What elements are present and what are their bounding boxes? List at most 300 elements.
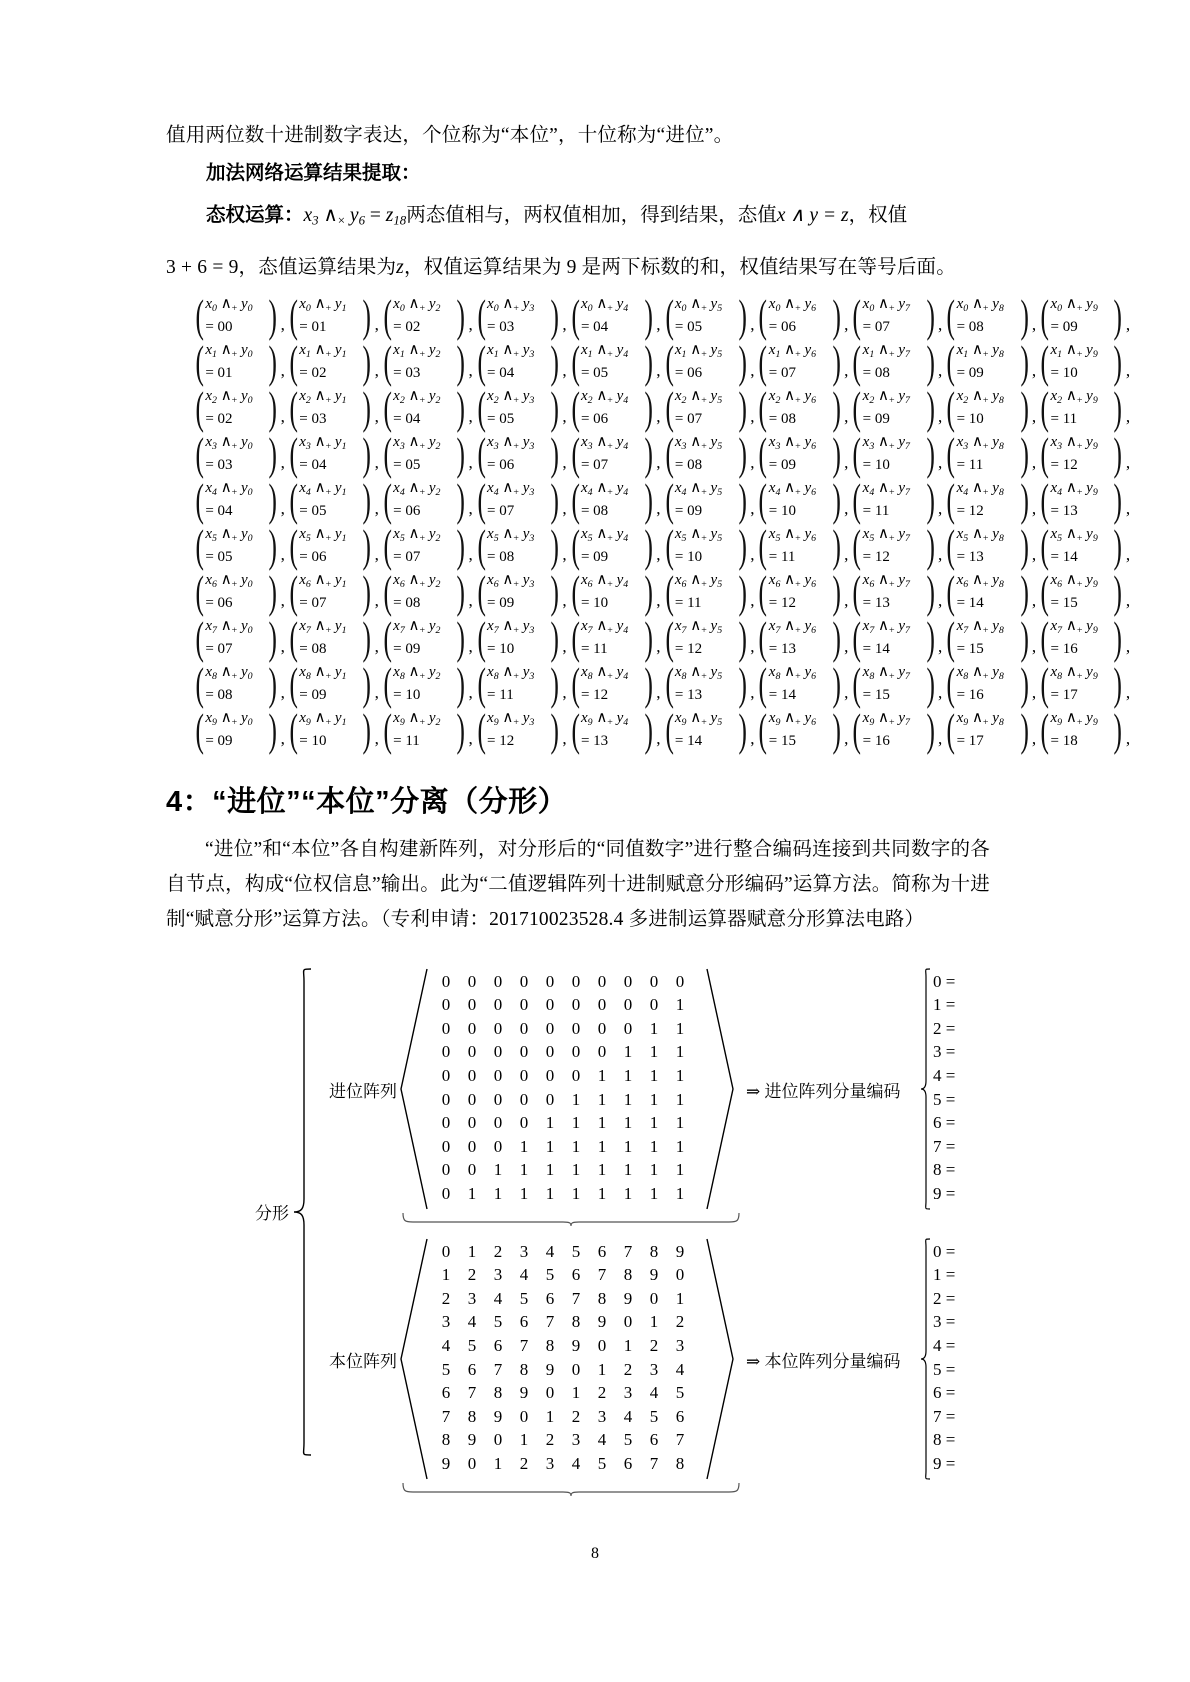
pair-cell-expression: $x_4$ $\wedge_+$ $y_7$ <box>862 480 910 498</box>
carry-matrix-cell: 1 <box>649 1113 659 1133</box>
pair-matrix-cell <box>192 427 281 479</box>
section-paragraph <box>166 832 990 937</box>
place-matrix-cell: 3 <box>441 1312 451 1332</box>
paren-left: ( <box>383 657 392 709</box>
pair-cell-separator: , <box>468 544 473 564</box>
pair-cell-expression: $x_6$ $\wedge_+$ $y_9$ <box>1050 572 1098 590</box>
pair-cell-value: = 09 <box>393 640 421 657</box>
pair-cell-value: = 12 <box>862 548 890 565</box>
paren-right: ) <box>644 611 653 663</box>
place-matrix-cell: 7 <box>493 1359 503 1379</box>
pair-cell-value: = 06 <box>393 502 421 519</box>
pair-cell-separator: , <box>280 636 285 656</box>
paren-right: ) <box>832 381 841 433</box>
paren-left: ( <box>946 519 956 571</box>
pair-cell-separator: , <box>468 498 473 518</box>
paren-left: ( <box>195 289 204 341</box>
pair-matrix-cell <box>192 703 281 755</box>
pair-cell-expression: $x_9$ $\wedge_+$ $y_7$ <box>862 710 910 728</box>
carry-matrix-row <box>433 1135 693 1159</box>
paren-right: ) <box>644 381 653 433</box>
carry-matrix-cell: 0 <box>545 1018 555 1038</box>
place-matrix-row <box>433 1263 693 1287</box>
pair-cell-value: = 04 <box>299 456 327 473</box>
paragraph-intro: 值用两位数十进制数字表达，个位称为“本位”，十位称为“进位”。 <box>166 125 734 146</box>
pair-cell-expression: $x_4$ $\wedge_+$ $y_4$ <box>580 480 629 498</box>
carry-matrix-cell: 0 <box>545 971 555 991</box>
pair-matrix-cell <box>286 289 375 341</box>
pair-cell-separator: , <box>280 544 285 564</box>
place-matrix-cell: 0 <box>623 1312 633 1332</box>
pair-cell-expression: $x_1$ $\wedge_+$ $y_1$ <box>299 342 347 360</box>
pair-cell-separator: , <box>280 452 285 472</box>
pair-cell-value: = 09 <box>487 594 515 611</box>
place-matrix-cell: 2 <box>597 1383 607 1403</box>
carry-matrix-cell: 1 <box>649 1160 659 1180</box>
place-matrix-cell: 7 <box>441 1406 451 1426</box>
pair-cell-value: = 14 <box>768 686 796 703</box>
pair-cell-separator: , <box>844 314 849 334</box>
pair-cell-expression: $x_3$ $\wedge_+$ $y_8$ <box>956 434 1004 452</box>
pair-matrix-cell <box>849 611 938 663</box>
paren-left: ( <box>758 519 768 571</box>
pair-cell-expression: $x_9$ $\wedge_+$ $y_8$ <box>956 710 1004 728</box>
pair-cell-expression: $x_0$ $\wedge_+$ $y_1$ <box>299 296 347 314</box>
pair-cell-value: = 10 <box>956 410 984 427</box>
pair-cell-separator: , <box>280 314 285 334</box>
carry-matrix-cell: 0 <box>571 1018 581 1038</box>
pair-cell-separator: , <box>280 498 285 518</box>
paren-right: ) <box>926 703 935 755</box>
subheading-extraction: 加法网络运算结果提取： <box>206 163 421 184</box>
pair-cell-value: = 14 <box>862 640 890 657</box>
carry-matrix-cell: 0 <box>597 1018 607 1038</box>
place-matrix-cell: 8 <box>545 1335 555 1355</box>
pair-cell-expression: $x_4$ $\wedge_+$ $y_5$ <box>674 480 723 498</box>
pair-cell-value: = 11 <box>393 732 420 749</box>
pair-cell-separator: , <box>938 314 943 334</box>
paren-left: ( <box>477 335 486 387</box>
carry-matrix-label: 进位阵列 <box>329 1081 397 1101</box>
pair-cell-value: = 10 <box>580 594 609 611</box>
place-code-row: 4 = <box>933 1335 956 1355</box>
pair-cell-value: = 10 <box>299 732 327 749</box>
pair-matrix-cell <box>1037 565 1126 617</box>
pair-cell-separator: , <box>844 498 849 518</box>
paren-left: ( <box>571 427 580 479</box>
pair-cell-separator: , <box>374 590 379 610</box>
outer-label-fractal: 分形 <box>255 1203 289 1223</box>
paren-left: ( <box>758 611 768 663</box>
paren-left: ( <box>946 427 956 479</box>
carry-code-row: 8 = <box>933 1160 956 1180</box>
pair-cell-separator: , <box>280 682 285 702</box>
place-matrix-cell: 4 <box>493 1288 503 1308</box>
pair-matrix-cell <box>849 657 938 709</box>
place-matrix-cell: 5 <box>441 1359 451 1379</box>
place-matrix-cell: 5 <box>519 1288 529 1308</box>
pair-cell-value: = 17 <box>956 732 984 749</box>
carry-code-row: 2 = <box>933 1018 956 1038</box>
carry-matrix-cell: 1 <box>519 1160 529 1180</box>
paren-right: ) <box>456 427 466 479</box>
pair-matrix-row <box>192 565 1131 617</box>
paren-right: ) <box>268 565 278 617</box>
paren-left: ( <box>664 657 674 709</box>
pair-cell-expression: $x_8$ $\wedge_+$ $y_4$ <box>580 664 629 682</box>
pair-cell-value: = 03 <box>299 410 327 427</box>
pair-matrix <box>166 289 1131 755</box>
paren-right: ) <box>926 611 935 663</box>
paren-right: ) <box>362 703 372 755</box>
pair-matrix-cell <box>849 473 938 525</box>
pair-cell-separator: , <box>750 498 755 518</box>
pair-matrix-cell <box>1037 289 1126 341</box>
pair-cell-value: = 00 <box>205 318 233 335</box>
paren-right: ) <box>550 703 559 755</box>
pair-cell-value: = 12 <box>1050 456 1078 473</box>
paren-right: ) <box>832 335 841 387</box>
paren-left: ( <box>852 565 862 617</box>
paren-left: ( <box>289 381 298 433</box>
paren-left: ( <box>758 565 768 617</box>
place-matrix-cell: 6 <box>649 1430 659 1450</box>
paren-left: ( <box>383 473 392 525</box>
pair-cell-expression: $x_8$ $\wedge_+$ $y_5$ <box>674 664 723 682</box>
paren-left: ( <box>852 289 862 341</box>
paren-right: ) <box>926 381 935 433</box>
place-matrix-cell: 3 <box>467 1288 477 1308</box>
pair-cell-expression: $x_8$ $\wedge_+$ $y_0$ <box>205 664 253 682</box>
carry-matrix-cell: 0 <box>493 1065 503 1085</box>
pair-cell-separator: , <box>374 544 379 564</box>
pair-matrix-cell <box>474 473 563 525</box>
carry-arrow-label: ⇒ 进位阵列分量编码 <box>746 1081 901 1101</box>
ops-z: z <box>385 205 394 226</box>
paren-left: ( <box>1040 611 1050 663</box>
paren-right: ) <box>456 565 466 617</box>
pair-cell-separator: , <box>1125 498 1131 518</box>
paren-right: ) <box>644 335 653 387</box>
pair-cell-value: = 06 <box>487 456 515 473</box>
carry-code-row: 9 = <box>933 1183 956 1203</box>
paren-right: ) <box>738 427 747 479</box>
pair-cell-separator: , <box>656 544 661 564</box>
pair-cell-expression: $x_7$ $\wedge_+$ $y_3$ <box>487 618 535 636</box>
carry-matrix-cell: 1 <box>597 1160 607 1180</box>
place-matrix-cell: 4 <box>519 1265 529 1285</box>
pair-matrix-cell <box>568 657 657 709</box>
paren-left: ( <box>383 519 392 571</box>
pair-matrix-cell <box>943 565 1032 617</box>
paren-left: ( <box>477 289 486 341</box>
pair-cell-expression: $x_2$ $\wedge_+$ $y_9$ <box>1050 388 1098 406</box>
pair-matrix-cell <box>380 703 469 755</box>
pair-cell-value: = 13 <box>1050 502 1078 519</box>
pair-cell-value: = 10 <box>862 456 890 473</box>
paren-right: ) <box>926 335 935 387</box>
pair-cell-expression: $x_1$ $\wedge_+$ $y_9$ <box>1050 342 1098 360</box>
place-matrix-cell: 0 <box>441 1241 451 1261</box>
paren-left: ( <box>477 611 486 663</box>
carry-matrix-cell: 1 <box>519 1136 529 1156</box>
paren-left: ( <box>1040 703 1050 755</box>
place-matrix-cell: 7 <box>623 1241 633 1261</box>
pair-cell-value: = 05 <box>674 318 703 335</box>
pair-matrix-cell <box>192 657 281 709</box>
pair-matrix-cell <box>474 611 563 663</box>
pair-cell-expression: $x_3$ $\wedge_+$ $y_4$ <box>580 434 629 452</box>
place-matrix-cell: 1 <box>571 1383 581 1403</box>
pair-cell-expression: $x_3$ $\wedge_+$ $y_5$ <box>674 434 723 452</box>
pair-matrix-cell <box>286 657 375 709</box>
pair-matrix-cell <box>662 381 751 433</box>
pair-cell-value: = 08 <box>580 502 609 519</box>
paren-right: ) <box>1020 703 1029 755</box>
pair-cell-value: = 05 <box>205 548 233 565</box>
paren-left: ( <box>1040 657 1050 709</box>
paren-right: ) <box>362 427 372 479</box>
pair-cell-separator: , <box>1031 682 1037 702</box>
carry-matrix-cell: 0 <box>571 1065 581 1085</box>
pair-matrix-cell <box>943 657 1032 709</box>
paren-right: ) <box>1020 657 1029 709</box>
pair-cell-expression: $x_3$ $\wedge_+$ $y_3$ <box>487 434 535 452</box>
place-matrix-cell: 0 <box>545 1383 555 1403</box>
pair-matrix-cell <box>380 335 469 387</box>
place-code-row: 2 = <box>933 1288 956 1308</box>
place-matrix-cell: 1 <box>623 1335 633 1355</box>
carry-matrix-cell: 1 <box>623 1160 633 1180</box>
carry-left-bracket-icon <box>397 967 431 1211</box>
carry-matrix-grid <box>433 970 693 1206</box>
pair-cell-value: = 04 <box>487 364 515 381</box>
weight-sum-expression: 3 + 6 = 9 <box>166 256 239 278</box>
pair-cell-expression: $x_9$ $\wedge_+$ $y_9$ <box>1050 710 1098 728</box>
paren-left: ( <box>195 611 204 663</box>
carry-matrix-row <box>433 1088 693 1112</box>
pair-matrix-cell <box>380 611 469 663</box>
paren-left: ( <box>477 519 486 571</box>
carry-matrix-cell: 0 <box>519 1018 529 1038</box>
pair-cell-expression: $x_4$ $\wedge_+$ $y_0$ <box>205 480 253 498</box>
pair-matrix-cell <box>943 289 1032 341</box>
place-matrix-cell: 5 <box>571 1241 581 1261</box>
pair-cell-expression: $x_7$ $\wedge_+$ $y_8$ <box>956 618 1004 636</box>
pair-cell-separator: , <box>1125 636 1131 656</box>
paren-right: ) <box>832 289 841 341</box>
paren-right: ) <box>926 289 935 341</box>
pair-cell-value: = 14 <box>674 732 703 749</box>
pair-cell-value: = 10 <box>1050 364 1078 381</box>
carry-matrix-cell: 0 <box>441 1065 451 1085</box>
pair-cell-expression: $x_1$ $\wedge_+$ $y_2$ <box>393 342 441 360</box>
carry-matrix-cell: 1 <box>493 1160 503 1180</box>
carry-matrix-cell: 1 <box>623 1089 633 1109</box>
carry-matrix-row <box>433 970 693 994</box>
paren-left: ( <box>289 611 298 663</box>
carry-matrix-cell: 1 <box>649 1018 659 1038</box>
pair-cell-value: = 11 <box>956 456 984 473</box>
paren-right: ) <box>362 519 372 571</box>
carry-matrix-cell: 1 <box>649 1042 659 1062</box>
pair-cell-value: = 03 <box>205 456 233 473</box>
carry-matrix-cell: 1 <box>571 1136 581 1156</box>
paren-left: ( <box>289 335 298 387</box>
pair-cell-value: = 13 <box>862 594 890 611</box>
paren-left: ( <box>946 565 956 617</box>
pair-cell-value: = 06 <box>768 318 796 335</box>
place-matrix-cell: 3 <box>597 1406 607 1426</box>
carry-matrix-cell: 0 <box>649 971 659 991</box>
place-arrow-label: ⇒ 本位阵列分量编码 <box>746 1351 901 1371</box>
pair-matrix-cell <box>568 289 657 341</box>
pair-matrix-cell <box>849 427 938 479</box>
pair-cell-value: = 11 <box>674 594 702 611</box>
carry-matrix-cell: 0 <box>467 1089 477 1109</box>
paren-left: ( <box>289 703 298 755</box>
carry-matrix-cell: 0 <box>623 995 633 1015</box>
pair-cell-expression: $x_7$ $\wedge_+$ $y_7$ <box>862 618 910 636</box>
pair-matrix-cell <box>1037 427 1126 479</box>
pair-matrix-cell <box>286 611 375 663</box>
paren-right: ) <box>550 381 559 433</box>
pair-cell-separator: , <box>656 360 661 380</box>
carry-matrix-cell: 1 <box>649 1089 659 1109</box>
pair-cell-separator: , <box>844 636 849 656</box>
paren-right: ) <box>644 427 653 479</box>
pair-cell-value: = 10 <box>487 640 515 657</box>
place-matrix-cell: 2 <box>545 1430 555 1450</box>
paren-left: ( <box>946 335 956 387</box>
paren-left: ( <box>571 289 580 341</box>
pair-cell-expression: $x_5$ $\wedge_+$ $y_5$ <box>674 526 723 544</box>
carry-matrix-cell: 1 <box>519 1183 529 1203</box>
pair-cell-expression: $x_0$ $\wedge_+$ $y_5$ <box>674 296 723 314</box>
carry-matrix-cell: 1 <box>675 995 685 1015</box>
pair-cell-expression: $x_6$ $\wedge_+$ $y_1$ <box>299 572 347 590</box>
place-matrix-cell: 5 <box>675 1383 685 1403</box>
pair-cell-separator: , <box>844 406 849 426</box>
pair-cell-expression: $x_6$ $\wedge_+$ $y_7$ <box>862 572 910 590</box>
paren-left: ( <box>289 519 298 571</box>
carry-matrix-cell: 1 <box>675 1160 685 1180</box>
pair-matrix-cell <box>849 519 938 571</box>
pair-cell-separator: , <box>844 682 849 702</box>
pair-cell-expression: $x_9$ $\wedge_+$ $y_3$ <box>487 710 535 728</box>
carry-matrix-cell: 0 <box>441 1113 451 1133</box>
place-matrix-row <box>433 1381 693 1405</box>
pair-cell-value: = 05 <box>580 364 609 381</box>
pair-matrix-row <box>192 703 1131 755</box>
paren-right: ) <box>832 611 841 663</box>
pair-cell-separator: , <box>468 590 473 610</box>
pair-cell-expression: $x_5$ $\wedge_+$ $y_2$ <box>393 526 441 544</box>
place-matrix-cell: 1 <box>519 1430 529 1450</box>
pair-cell-separator: , <box>1125 314 1131 334</box>
paren-right: ) <box>362 473 372 525</box>
carry-matrix-cell: 0 <box>467 1160 477 1180</box>
paren-right: ) <box>1113 657 1123 709</box>
place-matrix-cell: 6 <box>675 1406 685 1426</box>
pair-matrix-cell <box>568 519 657 571</box>
place-code-row: 5 = <box>933 1359 956 1379</box>
paren-right: ) <box>456 473 466 525</box>
ops-x: x <box>303 205 313 226</box>
paren-right: ) <box>832 473 841 525</box>
carry-codes-brace-icon <box>919 967 933 1211</box>
carry-right-bracket-icon <box>703 967 737 1211</box>
paren-left: ( <box>664 381 674 433</box>
carry-matrix-cell: 0 <box>441 1136 451 1156</box>
place-matrix-cell: 7 <box>649 1453 659 1473</box>
pair-matrix-cell <box>849 565 938 617</box>
pair-matrix-row <box>192 657 1131 709</box>
pair-cell-value: = 09 <box>674 502 703 519</box>
place-code-row: 3 = <box>933 1312 956 1332</box>
pair-cell-expression: $x_7$ $\wedge_+$ $y_5$ <box>674 618 723 636</box>
pair-cell-value: = 09 <box>862 410 890 427</box>
paren-right: ) <box>268 473 278 525</box>
place-matrix-cell: 9 <box>649 1265 659 1285</box>
place-matrix-cell: 6 <box>597 1241 607 1261</box>
carry-matrix-cell: 1 <box>545 1113 555 1133</box>
pair-cell-expression: $x_7$ $\wedge_+$ $y_2$ <box>393 618 441 636</box>
pair-cell-expression: $x_9$ $\wedge_+$ $y_2$ <box>393 710 441 728</box>
paren-left: ( <box>195 473 204 525</box>
paren-left: ( <box>195 565 204 617</box>
pair-matrix-cell <box>662 427 751 479</box>
pair-cell-expression: $x_0$ $\wedge_+$ $y_2$ <box>393 296 441 314</box>
pair-cell-value: = 04 <box>393 410 421 427</box>
paren-left: ( <box>383 611 392 663</box>
pair-cell-expression: $x_5$ $\wedge_+$ $y_4$ <box>580 526 629 544</box>
paren-left: ( <box>664 519 674 571</box>
pair-cell-separator: , <box>844 728 849 748</box>
pair-matrix-cell <box>568 335 657 387</box>
pair-cell-separator: , <box>562 314 567 334</box>
pair-cell-expression: $x_4$ $\wedge_+$ $y_8$ <box>956 480 1004 498</box>
carry-code-list <box>933 970 955 1206</box>
paren-right: ) <box>456 519 466 571</box>
carry-code-row: 6 = <box>933 1113 956 1133</box>
pair-cell-separator: , <box>374 406 379 426</box>
paren-left: ( <box>758 381 768 433</box>
paren-left: ( <box>477 565 486 617</box>
pair-matrix-cell <box>755 473 844 525</box>
carry-matrix-cell: 1 <box>675 1136 685 1156</box>
pair-cell-expression: $x_5$ $\wedge_+$ $y_6$ <box>768 526 817 544</box>
carry-matrix-cell: 1 <box>571 1183 581 1203</box>
pair-cell-expression: $x_6$ $\wedge_+$ $y_8$ <box>956 572 1004 590</box>
place-matrix-cell: 1 <box>467 1241 477 1261</box>
place-matrix-cell: 2 <box>441 1288 451 1308</box>
pair-cell-expression: $x_7$ $\wedge_+$ $y_1$ <box>299 618 347 636</box>
paren-left: ( <box>477 381 486 433</box>
paren-right: ) <box>550 289 559 341</box>
pair-cell-expression: $x_8$ $\wedge_+$ $y_3$ <box>487 664 535 682</box>
pair-cell-expression: $x_2$ $\wedge_+$ $y_3$ <box>487 388 535 406</box>
paren-left: ( <box>383 427 392 479</box>
paren-left: ( <box>946 703 956 755</box>
carry-matrix-row <box>433 1182 693 1206</box>
pair-cell-separator: , <box>280 406 285 426</box>
pair-cell-value: = 09 <box>768 456 796 473</box>
pair-matrix-cell <box>286 703 375 755</box>
ops-y-sub: 6 <box>358 213 365 228</box>
place-matrix-cell: 5 <box>623 1430 633 1450</box>
carry-matrix-cell: 0 <box>519 1065 529 1085</box>
